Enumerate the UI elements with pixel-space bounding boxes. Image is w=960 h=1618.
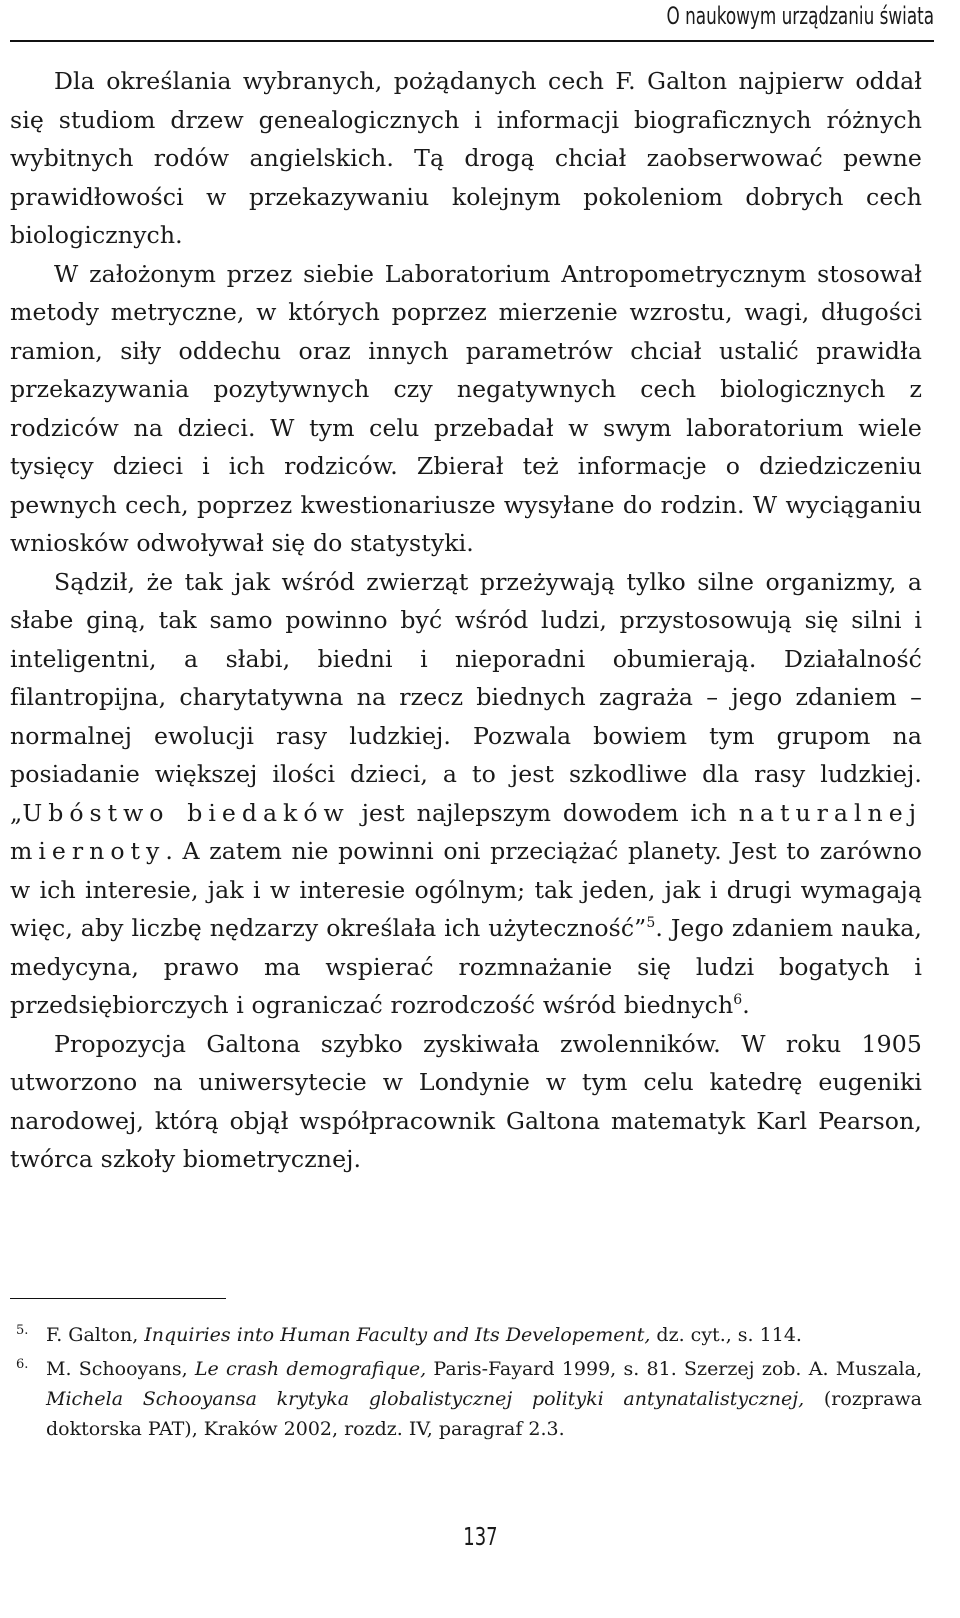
paragraph-2: W założonym przez siebie Laboratorium Antropometrycznym stosował metody metryczne, w których poprzez mierzenie wzrostu, wagi, długości ramion, siły oddechu oraz innych parametrów chciał ustalić prawidła przekazywania pozytywnych czy negatywnych cech biologicznych z rodziców na dzieci. W tym celu przebadał w swym laboratorium wiele tysięcy dzieci i ich rodziców. Zbierał też informacje o dziedziczeniu pewnych cech, poprzez kwestionariusze wysyłane do rodzin. W wyciąganiu wniosków odwoływał się do statystyki.: [10, 259, 922, 557]
paragraph-1: Dla określania wybranych, pożądanych cech F. Galton najpierw oddał się studiom drzew genealogicznych i informacji biograficznych różnych wybitnych rodów angielskich. Tą drogą chciał zaobserwować pewne prawidłowości w przekazywaniu kolejnym pokoleniom dobrych cech biologicznych.: [10, 67, 922, 249]
page-number: 137: [462, 1522, 498, 1551]
body-text: [10, 62, 922, 1179]
running-head: O naukowym urządzaniu świata: [666, 2, 934, 30]
cited-title: Inquiries into Human Faculty and Its Developement,: [144, 1324, 651, 1346]
paragraph-3-text-c: . A zatem nie powinni oni przeciążać planety. Jest to zarówno w ich interesie, jak i w interesie ogólnym; tak jeden, jak i drugi wymagają więc, aby liczbę nędzarzy określała ich użyteczność”: [10, 837, 922, 942]
footnote-text: F. Galton, Inquiries into Human Faculty and Its Developement, dz. cyt., s. 114.: [46, 1324, 802, 1346]
header-rule: [10, 40, 934, 42]
paragraph-3-text-e: .: [742, 991, 750, 1019]
cited-title: Le crash demografique,: [194, 1358, 427, 1380]
cited-title: Michela Schooyansa krytyka globalistycznej polityki antynatalistycznej,: [46, 1388, 805, 1410]
footnote-number: 5.: [16, 1323, 29, 1338]
footnote-ref-5[interactable]: 5: [646, 915, 656, 932]
footnote-rule: [10, 1298, 226, 1299]
paragraph-3-text-d: . Jego zdaniem nauka, medycyna, prawo ma wspierać rozmnażanie się ludzi bogatych i przedsiębiorczych i ograniczać rozrodczość wśród biednych: [10, 914, 922, 1019]
footnote-number: 6.: [16, 1357, 29, 1372]
paragraph-4: Propozycja Galtona szybko zyskiwała zwolenników. W roku 1905 utworzono na uniwersytecie w Londynie w tym celu katedrę eugeniki narodowej, którą objął współpracownik Galtona matematyk Karl Pearson, twórca szkoły biometrycznej.: [10, 1029, 922, 1173]
footnote-text: M. Schooyans, Le crash demografique, Paris-Fayard 1999, s. 81. Szerzej zob. A. Muszala, Michela Schooyansa krytyka globalistycznej polityki antynatalistycznej, (rozprawa doktorska PAT), Kraków 2002, rozdz. IV, paragraf 2.3.: [46, 1358, 922, 1440]
footnotes: [10, 1320, 922, 1448]
paragraph-3: [10, 563, 922, 1025]
spaced-emphasis-1: Ubóstwo biedaków: [22, 798, 350, 827]
spaced-emphasis-2: naturalnej miernoty: [10, 798, 923, 865]
paragraph-3-text-b: jest najlepszym dowodem ich: [349, 798, 739, 827]
footnote-5: [10, 1320, 922, 1350]
footnote-ref-6[interactable]: 6: [733, 992, 743, 1009]
paragraph-3-text-a: Sądził, że tak jak wśród zwierząt przeżywają tylko silne organizmy, a słabe giną, tak samo powinno być wśród ludzi, przystosowują się silni i inteligentni, a słabi, biedni i nieporadni obumierają. Działalność filantropijna, charytatywna na rzecz biednych zagraża – jego zdaniem – normalnej ewolucji rasy ludzkiej. Pozwala bowiem tym grupom na posiadanie większej ilości dzieci, a to jest szkodliwe dla rasy ludzkiej. „: [10, 567, 922, 827]
footnote-6: [10, 1354, 922, 1444]
